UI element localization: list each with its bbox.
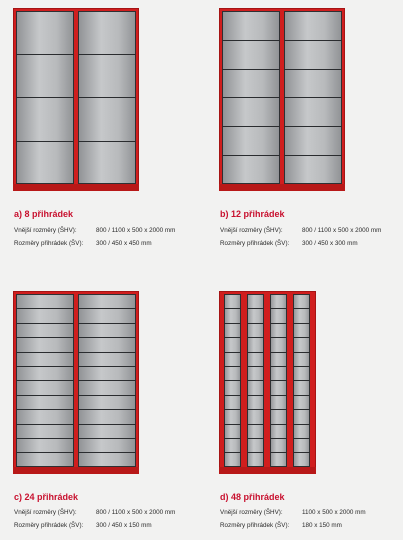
outer-dimensions-label: Vnější rozměry (ŠHV): — [220, 509, 283, 516]
shelf-divider — [78, 409, 136, 410]
shelf-divider — [270, 395, 287, 396]
shelf-divider — [78, 438, 136, 439]
shelf-divider — [224, 424, 241, 425]
shelf-divider — [293, 366, 310, 367]
outer-dimensions-row — [14, 509, 175, 516]
cabinet-title: c) 24 přihrádek — [14, 492, 79, 502]
door-column — [270, 294, 287, 467]
shelf-divider — [78, 452, 136, 453]
compartment-dimensions-row — [220, 240, 358, 247]
door-column — [16, 294, 74, 467]
cabinet-8-compartments — [13, 8, 139, 191]
shelf-divider — [293, 424, 310, 425]
compartment-dimensions-row — [220, 522, 342, 529]
compartment-dimensions-row — [14, 240, 152, 247]
compartment-dimensions-value: 300 / 450 x 450 mm — [96, 240, 152, 247]
compartment-dimensions-label: Rozměry přihrádek (ŠV): — [220, 522, 290, 529]
shelf-divider — [224, 395, 241, 396]
shelf-divider — [16, 337, 74, 338]
shelf-divider — [78, 54, 136, 55]
compartment-dimensions-row — [14, 522, 152, 529]
shelf-divider — [247, 395, 264, 396]
shelf-divider — [78, 366, 136, 367]
outer-dimensions-label: Vnější rozměry (ŠHV): — [220, 227, 283, 234]
outer-dimensions-label: Vnější rozměry (ŠHV): — [14, 509, 77, 516]
shelf-divider — [78, 337, 136, 338]
compartment-dimensions-label: Rozměry přihrádek (ŠV): — [220, 240, 290, 247]
shelf-divider — [247, 452, 264, 453]
shelf-divider — [293, 337, 310, 338]
shelf-divider — [270, 308, 287, 309]
shelf-divider — [247, 366, 264, 367]
cabinet-title: b) 12 přihrádek — [220, 209, 285, 219]
shelf-divider — [224, 438, 241, 439]
door-column — [222, 11, 280, 184]
shelf-divider — [247, 380, 264, 381]
shelf-divider — [247, 424, 264, 425]
shelf-divider — [293, 452, 310, 453]
shelf-divider — [78, 141, 136, 142]
shelf-divider — [222, 69, 280, 70]
shelf-divider — [247, 337, 264, 338]
shelf-divider — [16, 409, 74, 410]
shelf-divider — [270, 380, 287, 381]
cabinet-base — [13, 184, 139, 191]
shelf-divider — [247, 308, 264, 309]
shelf-divider — [224, 323, 241, 324]
cabinet-title: d) 48 přihrádek — [220, 492, 285, 502]
shelf-divider — [284, 155, 342, 156]
shelf-divider — [284, 126, 342, 127]
shelf-divider — [224, 409, 241, 410]
cabinet-base — [219, 467, 316, 474]
shelf-divider — [293, 323, 310, 324]
cabinet-title: a) 8 přihrádek — [14, 209, 74, 219]
shelf-divider — [16, 366, 74, 367]
shelf-divider — [224, 337, 241, 338]
outer-dimensions-value: 800 / 1100 x 500 x 2000 mm — [96, 227, 176, 234]
shelf-divider — [16, 395, 74, 396]
outer-dimensions-value: 1100 x 500 x 2000 mm — [302, 509, 366, 516]
shelf-divider — [78, 308, 136, 309]
compartment-dimensions-value: 300 / 450 x 150 mm — [96, 522, 152, 529]
shelf-divider — [16, 352, 74, 353]
shelf-divider — [16, 141, 74, 142]
shelf-divider — [222, 97, 280, 98]
door-column — [16, 11, 74, 184]
compartment-dimensions-value: 180 x 150 mm — [302, 522, 342, 529]
shelf-divider — [293, 308, 310, 309]
shelf-divider — [284, 97, 342, 98]
shelf-divider — [224, 380, 241, 381]
outer-dimensions-value: 800 / 1100 x 500 x 2000 mm — [96, 509, 176, 516]
shelf-divider — [16, 308, 74, 309]
cabinet-base — [13, 467, 139, 474]
shelf-divider — [16, 452, 74, 453]
shelf-divider — [270, 337, 287, 338]
outer-dimensions-row — [14, 227, 175, 234]
shelf-divider — [270, 323, 287, 324]
shelf-divider — [270, 352, 287, 353]
shelf-divider — [270, 452, 287, 453]
cabinet-base — [219, 184, 345, 191]
shelf-divider — [16, 97, 74, 98]
shelf-divider — [78, 352, 136, 353]
shelf-divider — [284, 40, 342, 41]
compartment-dimensions-label: Rozměry přihrádek (ŠV): — [14, 522, 84, 529]
shelf-divider — [293, 438, 310, 439]
door-column — [224, 294, 241, 467]
shelf-divider — [78, 323, 136, 324]
shelf-divider — [270, 409, 287, 410]
shelf-divider — [224, 366, 241, 367]
cabinet-48-compartments — [219, 291, 316, 474]
shelf-divider — [247, 323, 264, 324]
shelf-divider — [247, 352, 264, 353]
compartment-dimensions-label: Rozměry přihrádek (ŠV): — [14, 240, 84, 247]
shelf-divider — [284, 69, 342, 70]
compartment-dimensions-value: 300 / 450 x 300 mm — [302, 240, 358, 247]
shelf-divider — [78, 380, 136, 381]
shelf-divider — [222, 155, 280, 156]
shelf-divider — [270, 366, 287, 367]
shelf-divider — [247, 409, 264, 410]
door-column — [293, 294, 310, 467]
shelf-divider — [16, 54, 74, 55]
shelf-divider — [78, 395, 136, 396]
shelf-divider — [247, 438, 264, 439]
shelf-divider — [224, 308, 241, 309]
door-column — [247, 294, 264, 467]
shelf-divider — [293, 380, 310, 381]
shelf-divider — [293, 409, 310, 410]
shelf-divider — [224, 452, 241, 453]
door-column — [78, 11, 136, 184]
shelf-divider — [16, 380, 74, 381]
shelf-divider — [293, 352, 310, 353]
shelf-divider — [293, 395, 310, 396]
cabinet-12-compartments — [219, 8, 345, 191]
shelf-divider — [78, 97, 136, 98]
shelf-divider — [78, 424, 136, 425]
shelf-divider — [16, 438, 74, 439]
cabinet-24-compartments — [13, 291, 139, 474]
shelf-divider — [224, 352, 241, 353]
shelf-divider — [16, 323, 74, 324]
shelf-divider — [222, 40, 280, 41]
shelf-divider — [16, 424, 74, 425]
outer-dimensions-row — [220, 227, 381, 234]
shelf-divider — [222, 126, 280, 127]
outer-dimensions-row — [220, 509, 366, 516]
door-column — [284, 11, 342, 184]
shelf-divider — [270, 438, 287, 439]
outer-dimensions-value: 800 / 1100 x 500 x 2000 mm — [302, 227, 382, 234]
outer-dimensions-label: Vnější rozměry (ŠHV): — [14, 227, 77, 234]
shelf-divider — [270, 424, 287, 425]
door-column — [78, 294, 136, 467]
